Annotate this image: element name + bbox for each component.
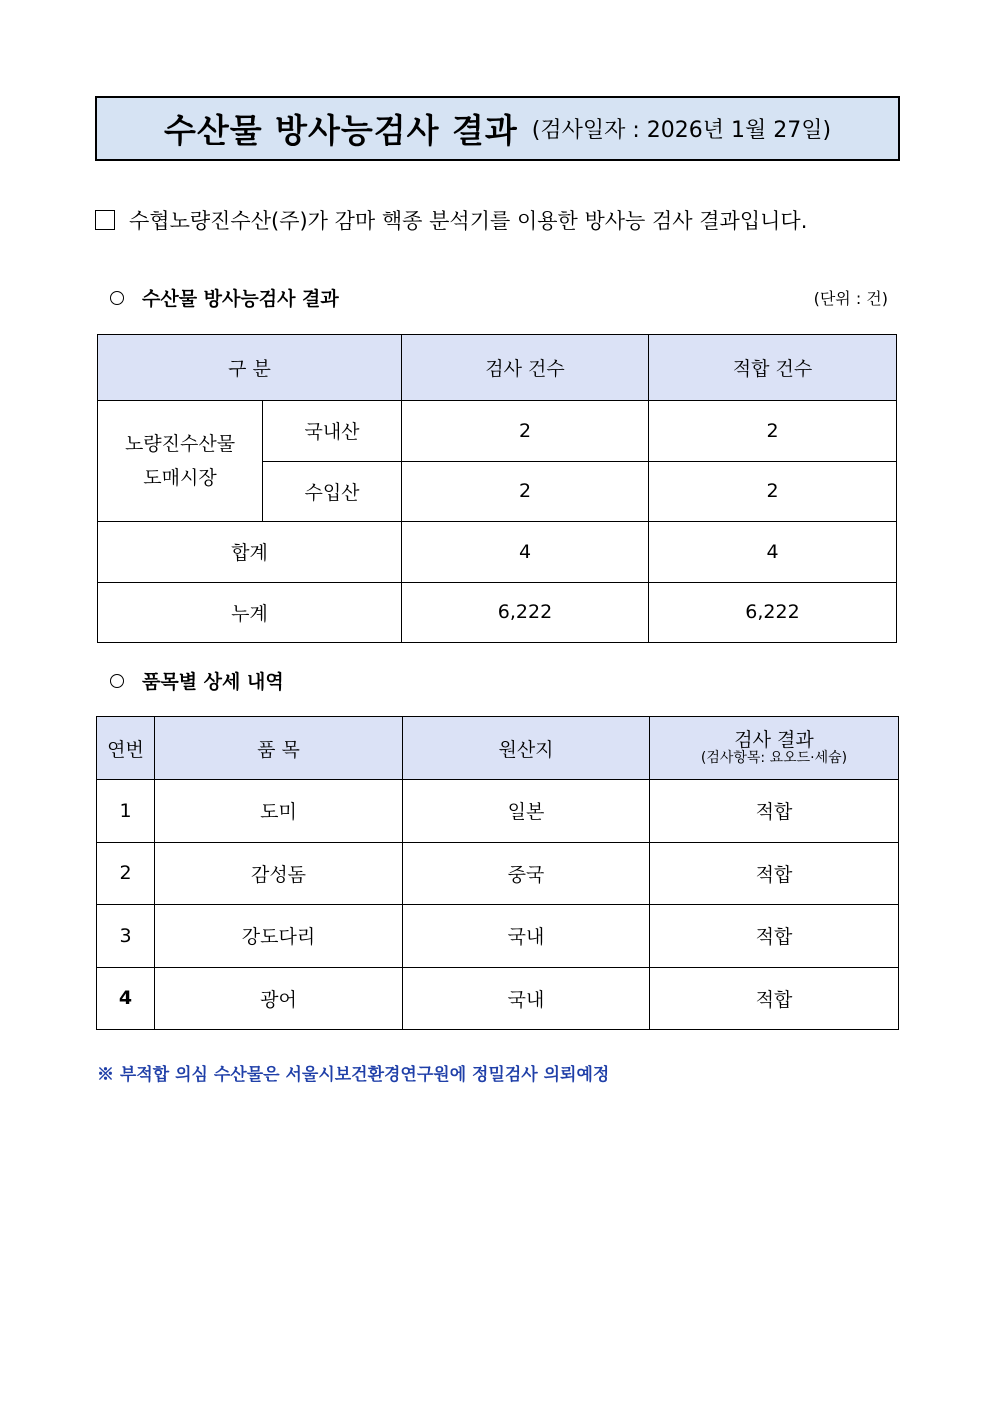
- passed-count: 2: [649, 401, 897, 462]
- passed-count: 2: [649, 461, 897, 522]
- tested-count: 2: [402, 461, 649, 522]
- detail-table: [96, 716, 899, 1030]
- section-heading-summary: [110, 284, 339, 311]
- cumulative-passed: 6,222: [649, 582, 897, 643]
- header-item: 품 목: [155, 717, 403, 780]
- tested-count: 2: [402, 401, 649, 462]
- page-title: 수산물 방사능검사 결과: [163, 111, 518, 150]
- intro-text: 수협노량진수산(주)가 감마 핵종 분석기를 이용한 방사능 검사 결과입니다.: [129, 209, 808, 233]
- table-row: [98, 401, 897, 462]
- table-row: [97, 905, 899, 968]
- row-result: 적합: [650, 780, 899, 843]
- table-row: [97, 780, 899, 843]
- section-title: 수산물 방사능검사 결과: [142, 288, 339, 310]
- subtotal-row: [98, 522, 897, 583]
- row-origin: 일본: [403, 780, 650, 843]
- header-result-title: 검사 결과: [734, 728, 814, 751]
- header-passed: 적합 건수: [649, 335, 897, 401]
- intro-line: [95, 205, 807, 235]
- header-origin: 원산지: [403, 717, 650, 780]
- section-heading-detail: [110, 667, 284, 694]
- row-label: 수입산: [263, 461, 402, 522]
- inspection-date: (검사일자 : 2026년 1월 27일): [531, 118, 832, 143]
- subtotal-label: 합계: [98, 522, 402, 583]
- circle-bullet-icon: [110, 291, 124, 305]
- row-no: 3: [97, 905, 155, 968]
- footnote: ※ 부적합 의심 수산물은 서울시보건환경연구원에 정밀검사 의뢰예정: [97, 1065, 610, 1085]
- row-result: 적합: [650, 842, 899, 905]
- row-label: 국내산: [263, 401, 402, 462]
- section-title: 품목별 상세 내역: [142, 671, 284, 693]
- row-no: 2: [97, 842, 155, 905]
- cumulative-tested: 6,222: [402, 582, 649, 643]
- header-result-sub: (검사항목: 요오드·세슘): [700, 749, 848, 766]
- checkbox-icon: [95, 210, 115, 230]
- header-category: 구 분: [98, 335, 402, 401]
- row-item: 강도다리: [155, 905, 403, 968]
- row-item: 도미: [155, 780, 403, 843]
- row-no: 4: [97, 967, 155, 1030]
- row-origin: 중국: [403, 842, 650, 905]
- header-no: 연번: [97, 717, 155, 780]
- row-origin: 국내: [403, 905, 650, 968]
- table-row: [97, 967, 899, 1030]
- table-row: [97, 842, 899, 905]
- market-name-sub: 도매시장: [143, 467, 217, 489]
- table-header-row: [98, 335, 897, 401]
- header-result: [650, 717, 899, 780]
- market-cell: [98, 401, 263, 522]
- circle-bullet-icon: [110, 674, 124, 688]
- summary-table: [97, 334, 897, 643]
- row-result: 적합: [650, 905, 899, 968]
- unit-label: (단위 : 건): [813, 289, 888, 308]
- subtotal-passed: 4: [649, 522, 897, 583]
- row-item: 감성돔: [155, 842, 403, 905]
- row-no: 1: [97, 780, 155, 843]
- cumulative-label: 누계: [98, 582, 402, 643]
- row-item: 광어: [155, 967, 403, 1030]
- table-header-row: [97, 717, 899, 780]
- row-result: 적합: [650, 967, 899, 1030]
- subtotal-tested: 4: [402, 522, 649, 583]
- market-name: 노량진수산물: [124, 433, 236, 455]
- title-banner: [95, 96, 900, 161]
- header-tested: 검사 건수: [402, 335, 649, 401]
- cumulative-row: [98, 582, 897, 643]
- row-origin: 국내: [403, 967, 650, 1030]
